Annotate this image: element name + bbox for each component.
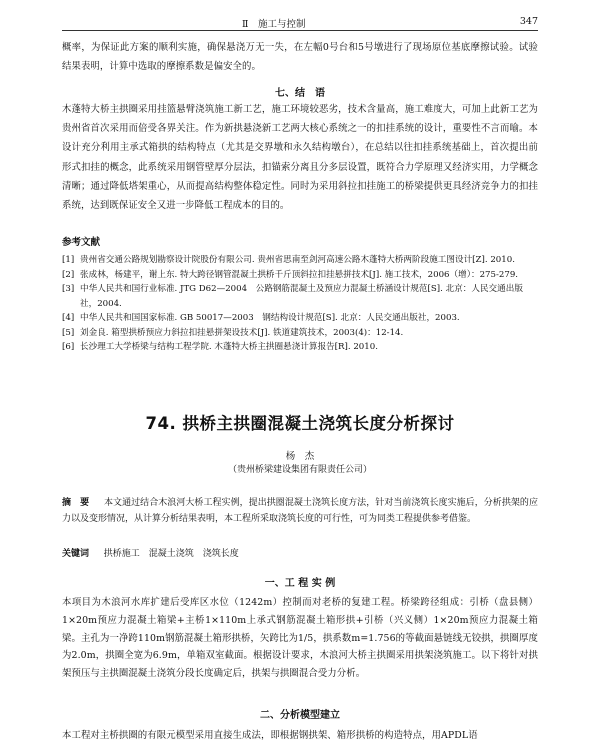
section1-text: 本项目为木浪河水库扩建后受库区水位（1242m）控制而对老桥的复建工程。桥梁跨径组成：引桥（盘县侧）1×20m预应力混凝土箱梁+主桥1×110m上承式钢筋混凝土箱形拱+引桥（兴义侧）1×20m预应力混凝土箱梁。主孔为一净跨110m钢筋混凝土箱形拱桥，矢跨比为1/5，拱系数m=1.756的等截面悬链线无铰拱，拱圈厚度为2.0m，拱圈全宽为6.9m，单箱双室截面。根据设计要求，木浪河大桥主拱圈采用拱架浇筑施工。以下将针对拱架预压与主拱圈混凝土浇筑分段长度确定后，拱架与拱圈混合受力分析。 [62,597,538,680]
reference-text: 张成林，杨建平，谢上东. 特大跨径钢管混凝土拱桥千斤顶斜拉扣挂悬拼技术[J]. 施工技术，2006（增）：275-279. [80,269,519,280]
reference-number: [3] [62,284,75,294]
reference-item [62,326,538,341]
header-section: Ⅱ 施工与控制 [242,19,306,30]
reference-text: 中华人民共和国国家标准. GB 50017—2003 钢结构设计规范[S]. 北京：人民交通出版社，2003. [80,313,460,323]
reference-text: 中华人民共和国行业标准. JTG D62—2004 公路钢筋混凝土及预应力混凝土桥涵设计规范[S]. 北京：人民交通出版社，2004. [80,284,523,309]
reference-item [62,311,538,326]
abstract-text: 本文通过结合木浪河大桥工程实例，提出拱圈混凝土浇筑长度方法，针对当前浇筑长度实施后，分析拱架的应力以及变形情况，从计算分析结果表明，本工程所采取浇筑长度的可行性，可为同类工程提供参考借鉴。 [62,498,538,524]
reference-number: [1] [62,255,75,265]
references-heading: 参考文献 [62,237,101,248]
abstract [62,496,538,527]
reference-text: 贵州省交通公路规划勘察设计院股份有限公司. 贵州省思南至剑河高速公路木蓬特大桥两阶段施工图设计[Z]. 2010. [80,255,515,265]
page-number: 347 [519,16,538,27]
reference-item [62,253,538,268]
keywords [62,546,538,559]
reference-text: 刘金良. 箱型拱桥预应力斜拉扣挂悬拼架设技术[J]. 铁道建筑技术，2003(4)：12-14. [80,327,404,338]
reference-text: 长沙理工大学桥梁与结构工程学院. 木蓬特大桥主拱圈悬浇计算报告[R]. 2010. [80,342,378,352]
reference-list [62,253,538,355]
keywords-text: 拱桥施工 混凝土浇筑 浇筑长度 [103,549,239,559]
conclusion-text: 木蓬特大桥主拱圈采用挂篮悬臂浇筑施工新工艺，施工环境较恶劣，技术含量高，施工难度大，可加上此新工艺为贵州省首次采用而倍受各界关注。作为新拱悬浇新工艺两大核心系统之一的扣挂系统的设计，重要性不言而喻。本设计充分利用主承式箱拱的结构特点（尤其是交界墩和永久结构墩台），在总结以往扣挂系统基础上，首次提出前形式扣挂的概念，此系统采用钢管壁厚分层法，扣锚索分离且分多层设置，既符合力学原理又经济实用，力学概念清晰；通过降低塔架重心，从而提高结构整体稳定性。同时为采用斜拉扣挂施工的桥梁提供更具经济竞争力的扣挂系统，达到既保证安全又进一步降低工程成本的目的。 [62,104,538,212]
section2-heading: 二、分析模型建立 [260,710,340,721]
conclusion-heading: 七、结 语 [275,88,325,99]
reference-number: [6] [62,342,75,352]
section1-heading: 一、工 程 实 例 [264,578,336,589]
article-affiliation: （贵州桥梁建设集团有限责任公司） [227,465,372,475]
reference-number: [4] [62,313,75,323]
reference-item [62,268,538,283]
reference-number: [5] [62,327,75,338]
article-author: 杨 杰 [285,451,315,462]
intro-paragraph: 概率，为保证此方案的顺利实施，确保悬浇万无一失，在左幅0号台和5号墩进行了现场原位基底摩擦试验。试验结果表明，计算中选取的摩擦系数是偏安全的。 [62,42,538,73]
reference-number: [2] [62,269,75,280]
section2-text: 本工程对主桥拱圈的有限元模型采用直接生成法，即根据钢拱架、箱形拱桥的构造特点，用APDL语 [62,730,478,741]
keywords-label: 关键词 [62,549,90,559]
running-header [62,14,538,31]
reference-item [62,282,538,311]
article-title: 74. 拱桥主拱圈混凝土浇筑长度分析探讨 [145,414,455,433]
reference-item [62,340,538,355]
abstract-label: 摘 要 [62,498,90,508]
